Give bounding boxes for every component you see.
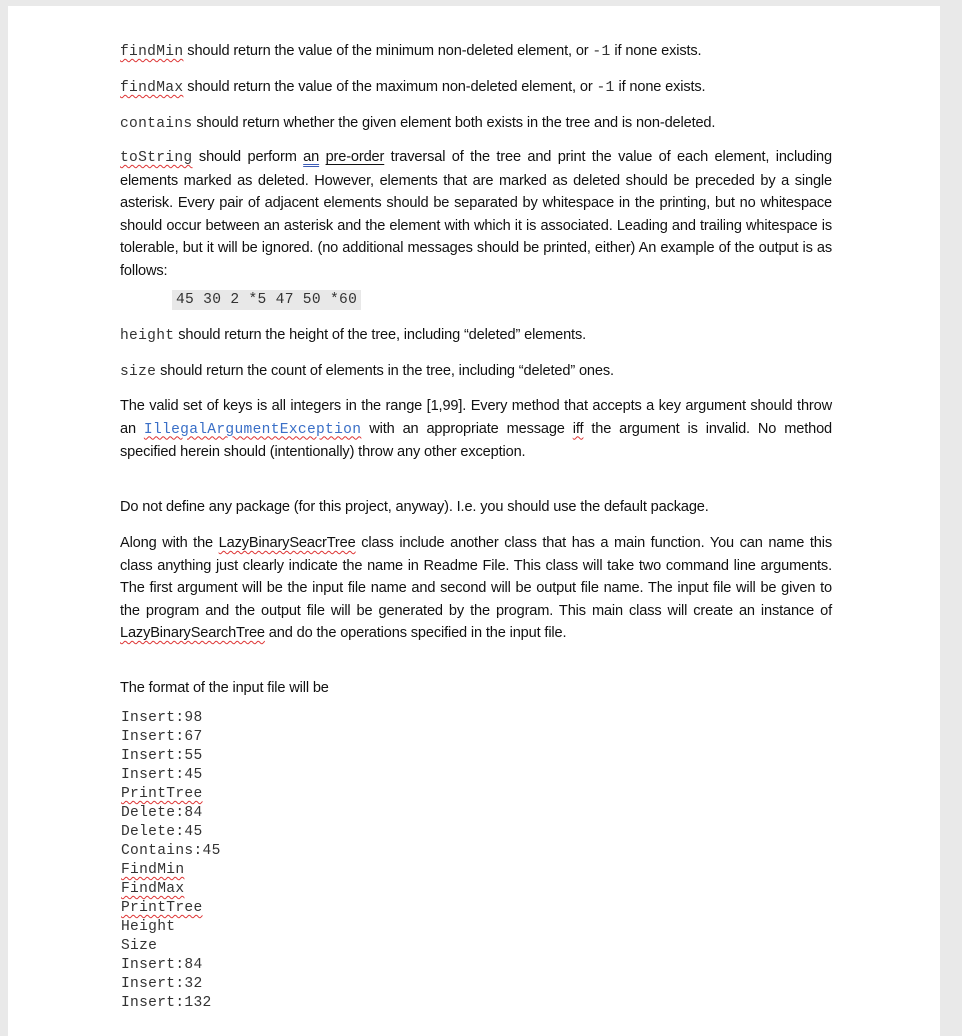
contains-paragraph: contains should return whether the given element both exists in the tree and is non-deleted. [120, 115, 716, 132]
findmax-paragraph: findMax should return the value of the maximum non-deleted element, or -1 if none exists. [120, 79, 706, 96]
input-file-example [121, 709, 221, 1013]
input-line: Insert:67 [121, 729, 203, 745]
input-line [121, 785, 221, 804]
valid-keys-paragraph: The valid set of keys is all integers in the range [1,99]. Every method that accepts a key argument should throw an IllegalArgumentException with an appropriate message iff the argument is invalid. No method specified herein should (intentionally) throw any other exception. [120, 398, 833, 460]
input-line: Insert:32 [121, 976, 203, 992]
input-line [121, 880, 221, 899]
input-line-text: FindMax [121, 881, 185, 897]
tostring-paragraph: toString should perform an pre-order traversal of the tree and print the value of each element, including elements marked as deleted. However, elements that are marked as deleted should be preceded by a single asterisk. Every pair of adjacent elements should be separated by whitespace in the printing, but no whitespace should occur between an asterisk and the element with which it is associated. Leading and trailing whitespace is tolerable, but it will be ignored. (no additional messages should be printed, either) An example of the output is as follows: [120, 149, 832, 279]
main-class-paragraph: Along with the LazyBinarySeacrTree class include another class that has a main function. You can name this class anything just clearly indicate the name in Readme File. This class will take two command line arguments. The first argument will be the input file name and second will be output file name. The input file will be given to the program and the output file will be generated by the program. This main class will create an instance of LazyBinarySearchTree and do the operations specified in the input file. [120, 535, 832, 641]
code-findmax: findMax [120, 80, 184, 96]
input-line: Size [121, 938, 158, 954]
input-line [121, 899, 221, 918]
height-paragraph: height should return the height of the tree, including “deleted” elements. [120, 327, 587, 344]
input-line: Insert:45 [121, 767, 203, 783]
input-line: Contains:45 [121, 843, 221, 859]
input-line: Insert:55 [121, 748, 203, 764]
code-findmin: findMin [120, 44, 184, 60]
size-paragraph: size should return the count of elements in the tree, including “deleted” ones. [120, 363, 614, 380]
input-line: Insert:84 [121, 957, 203, 973]
input-line-text: FindMin [121, 862, 185, 878]
example-output: 45 30 2 *5 47 50 *60 [172, 290, 361, 310]
input-line: Height [121, 919, 176, 935]
input-line: Insert:98 [121, 710, 203, 726]
document-page [8, 6, 940, 1036]
input-line: Delete:45 [121, 824, 203, 840]
format-heading: The format of the input file will be [120, 680, 329, 696]
exception-link[interactable]: IllegalArgumentException [143, 421, 362, 438]
input-line: Insert:132 [121, 995, 212, 1011]
package-paragraph: Do not define any package (for this project, anyway). I.e. you should use the default package. [120, 499, 709, 515]
findmin-paragraph: findMin should return the value of the minimum non-deleted element, or -1 if none exists. [120, 43, 702, 60]
input-line [121, 861, 221, 880]
input-line-text: PrintTree [121, 900, 203, 916]
input-line-text: PrintTree [121, 786, 203, 802]
input-line: Delete:84 [121, 805, 203, 821]
